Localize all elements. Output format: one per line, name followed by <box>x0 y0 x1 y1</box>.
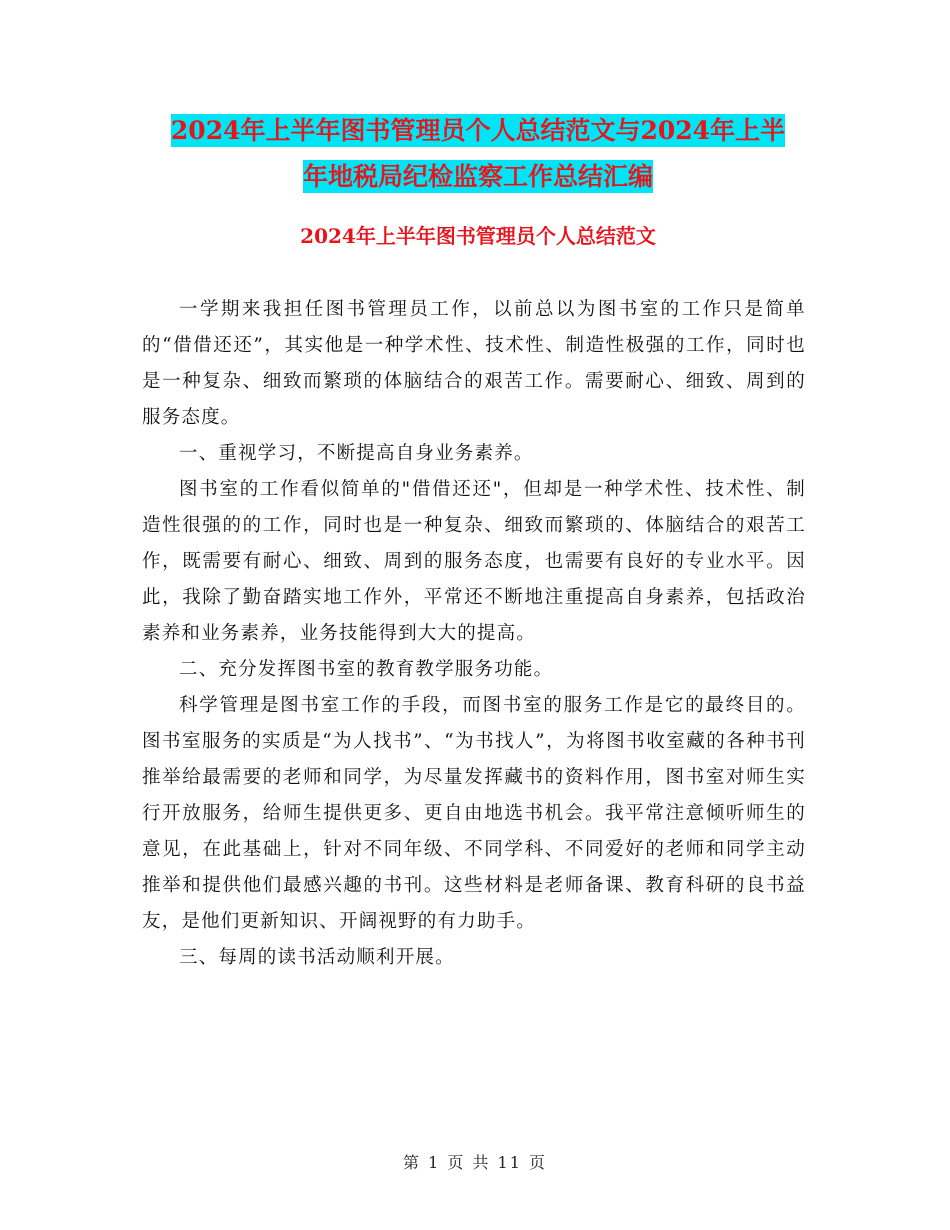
paragraph-study: 图书室的工作看似简单的"借借还还"，但却是一种学术性、技术性、制造性很强的的工作，同时也是一种复杂、细致而繁琐的、体脑结合的艰苦工作，既需要有耐心、细致、周到的服务态度，也需要有良好的专业水平。因此，我除了勤奋踏实地工作外，平常还不断地注重提高自身素养，包括政治素养和业务素养，业务技能得到大大的提高。 <box>142 479 806 644</box>
paragraph-intro: 一学期来我担任图书管理员工作，以前总以为图书室的工作只是简单的“借借还还”，其实他是一种学术性、技术性、制造性极强的工作，同时也是一种复杂、细致而繁琐的体脑结合的艰苦工作。需要耐心、细致、周到的服务态度。 <box>142 299 806 428</box>
heading-three: 三、每周的读书活动顺利开展。 <box>179 947 455 968</box>
heading-two: 二、充分发挥图书室的教育教学服务功能。 <box>179 659 554 680</box>
heading-one: 一、重视学习，不断提高自身业务素养。 <box>179 443 534 464</box>
document-title <box>140 108 816 200</box>
section-title: 2024年上半年图书管理员个人总结范文 <box>300 224 656 248</box>
document-title-line-2: 年地税局纪检监察工作总结汇编 <box>302 162 653 191</box>
paragraph-service: 科学管理是图书室工作的手段，而图书室的服务工作是它的最终目的。图书室服务的实质是“为人找书”、“为书找人”，为将图书收室藏的各种书刊推举给最需要的老师和同学，为尽量发挥藏书的资料作用，图书室对师生实行开放服务，给师生提供更多、更自由地选书机会。我平常注意倾听师生的意见，在此基础上，针对不同年级、不同学科、不同爱好的老师和同学主动推举和提供他们最感兴趣的书刊。这些材料是老师备课、教育科研的良书益友，是他们更新知识、开阔视野的有力助手。 <box>142 695 806 932</box>
document-title-line-1: 2024年上半年图书管理员个人总结范文与2024年上半 <box>170 116 786 145</box>
document-body <box>142 292 806 976</box>
page-number: 第 1 页 共 11 页 <box>403 1153 547 1172</box>
